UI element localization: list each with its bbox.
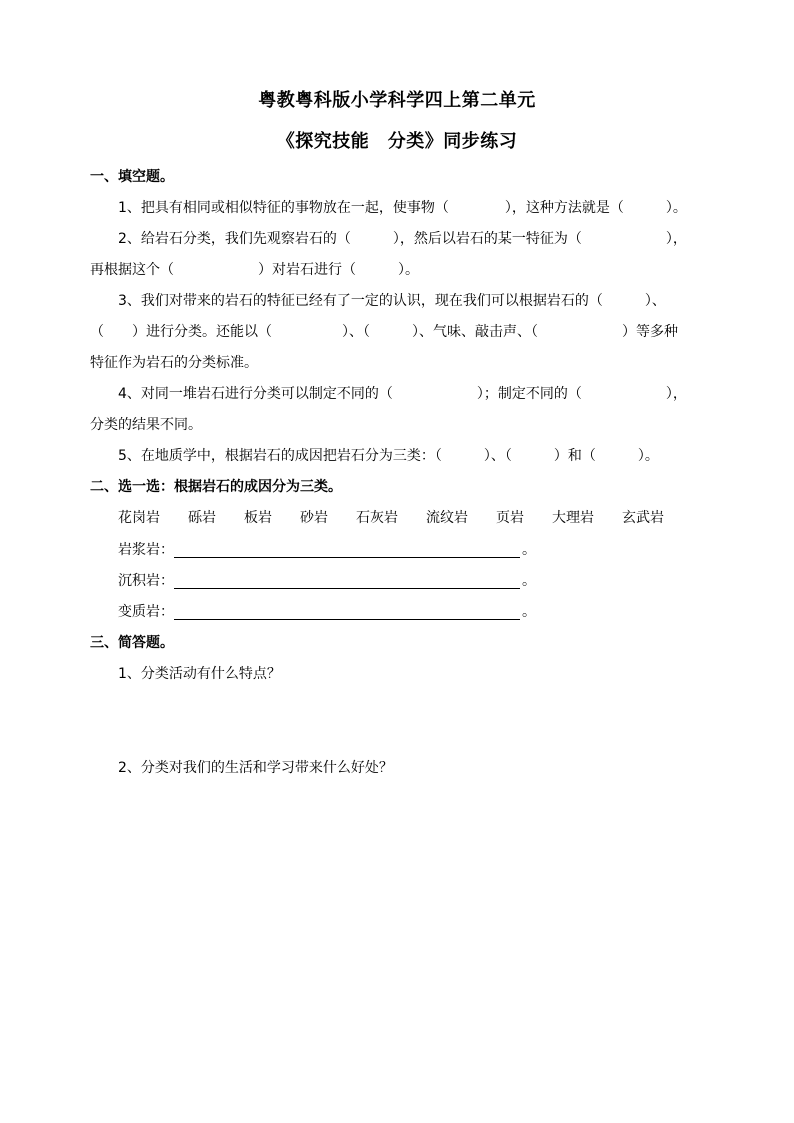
rock-item: 玄武岩: [622, 510, 664, 526]
metamorphic-answer-line[interactable]: [174, 619, 520, 620]
question-3-1: 1、分类活动有什么特点？: [118, 666, 281, 682]
row-end-mark: 。: [522, 604, 536, 620]
rock-item: 花岗岩: [118, 510, 160, 526]
question-1-3-line2: （ ）进行分类。还能以（ ）、（ ）、气味、敲击声、（ ）等多种: [90, 324, 678, 340]
igneous-answer-line[interactable]: [174, 557, 520, 558]
sedimentary-label: 沉积岩：: [118, 573, 174, 589]
rock-item: 板岩: [244, 510, 272, 526]
page-subtitle: 《探究技能 分类》同步练习: [276, 131, 518, 152]
question-1-1: 1、把具有相同或相似特征的事物放在一起，使事物（ ），这种方法就是（ ）。: [118, 200, 687, 216]
section1-heading: 一、填空题。: [90, 169, 174, 185]
question-1-2-line1: 2、给岩石分类，我们先观察岩石的（ ），然后以岩石的某一特征为（ ），: [118, 231, 687, 247]
section3-heading: 三、简答题。: [90, 635, 174, 651]
rock-item: 页岩: [496, 510, 524, 526]
question-1-4-line2: 分类的结果不同。: [90, 417, 202, 433]
question-1-4-line1: 4、对同一堆岩石进行分类可以制定不同的（ ）；制定不同的（ ），: [118, 386, 687, 402]
section2-heading: 二、选一选：根据岩石的成因分为三类。: [90, 479, 342, 495]
row-end-mark: 。: [522, 573, 536, 589]
question-1-2-line2: 再根据这个（ ）对岩石进行（ ）。: [90, 262, 419, 278]
rock-list: [118, 508, 704, 528]
rock-item: 大理岩: [552, 510, 594, 526]
rock-item: 砾岩: [188, 510, 216, 526]
rock-item: 石灰岩: [356, 510, 398, 526]
question-3-2: 2、分类对我们的生活和学习带来什么好处？: [118, 760, 393, 776]
sedimentary-answer-line[interactable]: [174, 588, 520, 589]
metamorphic-label: 变质岩：: [118, 604, 174, 620]
rock-item: 流纹岩: [426, 510, 468, 526]
question-1-5: 5、在地质学中，根据岩石的成因把岩石分为三类：（ ）、（ ）和（ ）。: [118, 448, 659, 464]
row-end-mark: 。: [522, 542, 536, 558]
page-title: 粤教粤科版小学科学四上第二单元: [258, 90, 536, 111]
igneous-label: 岩浆岩：: [118, 542, 174, 558]
question-1-3-line3: 特征作为岩石的分类标准。: [90, 355, 258, 371]
question-1-3-line1: 3、我们对带来的岩石的特征已经有了一定的认识，现在我们可以根据岩石的（ ）、: [118, 293, 666, 309]
rock-item: 砂岩: [300, 510, 328, 526]
